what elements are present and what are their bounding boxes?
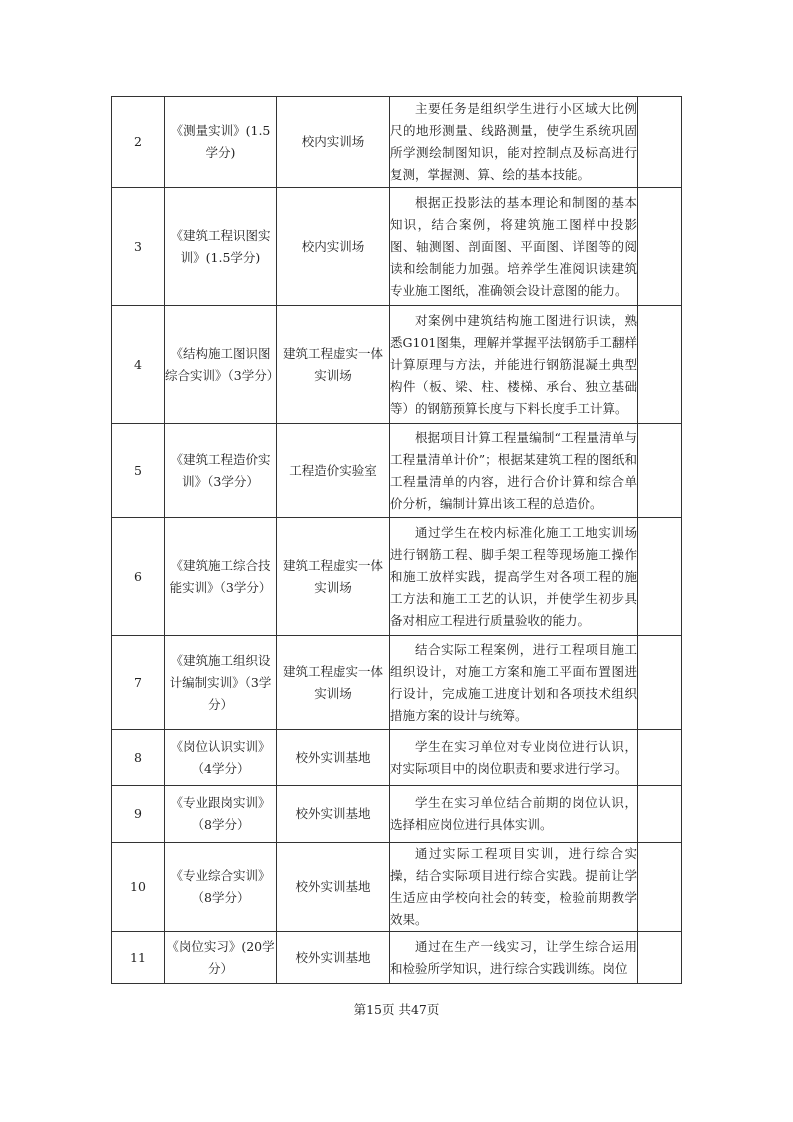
course-name: 《建筑施工综合技能实训》（3学分） xyxy=(165,518,277,636)
course-description: 通过实际工程项目实训，进行综合实操，结合实际项目进行综合实践。提前让学生适应由学校向社会的转变，检验前期教学效果。 xyxy=(390,843,638,932)
blank-cell xyxy=(638,636,682,730)
blank-cell xyxy=(638,188,682,306)
page-footer: 第15页 共47页 xyxy=(353,1002,440,1017)
course-description: 根据项目计算工程量编制“工程量清单与工程量清单计价”；根据某建筑工程的图纸和工程量清单的内容，进行合价计算和综合单价分析，编制计算出该工程的总造价。 xyxy=(390,424,638,518)
training-location: 校内实训场 xyxy=(277,97,390,188)
blank-cell xyxy=(638,843,682,932)
row-number: 6 xyxy=(112,518,165,636)
blank-cell xyxy=(638,932,682,984)
row-number: 5 xyxy=(112,424,165,518)
course-name: 《专业跟岗实训》（8学分） xyxy=(165,786,277,843)
course-description: 学生在实习单位对专业岗位进行认识，对实际项目中的岗位职责和要求进行学习。 xyxy=(390,730,638,786)
blank-cell xyxy=(638,786,682,843)
blank-cell xyxy=(638,424,682,518)
table-row xyxy=(112,518,682,636)
row-number: 7 xyxy=(112,636,165,730)
blank-cell xyxy=(638,730,682,786)
training-location: 校外实训基地 xyxy=(277,730,390,786)
course-description: 通过在生产一线实习，让学生综合运用和检验所学知识，进行综合实践训练。岗位 xyxy=(390,932,638,984)
course-name: 《建筑施工组织设计编制实训》（3学分） xyxy=(165,636,277,730)
row-number: 2 xyxy=(112,97,165,188)
training-location: 校内实训场 xyxy=(277,188,390,306)
course-description: 对案例中建筑结构施工图进行识读，熟悉G101图集，理解并掌握平法钢筋手工翻样计算原理与方法，并能进行钢筋混凝土典型构件（板、梁、柱、楼梯、承台、独立基础等）的钢筋预算长度与下料长度手工计算。 xyxy=(390,306,638,424)
training-location: 建筑工程虚实一体实训场 xyxy=(277,306,390,424)
training-location: 校外实训基地 xyxy=(277,843,390,932)
table-row xyxy=(112,786,682,843)
table-row xyxy=(112,730,682,786)
row-number: 8 xyxy=(112,730,165,786)
row-number: 3 xyxy=(112,188,165,306)
course-description: 根据正投影法的基本理论和制图的基本知识，结合案例，将建筑施工图样中投影图、轴测图、剖面图、平面图、详图等的阅读和绘制能力加强。培养学生准阅识读建筑专业施工图纸，准确领会设计意图的能力。 xyxy=(390,188,638,306)
table-row xyxy=(112,424,682,518)
course-name: 《专业综合实训》（8学分） xyxy=(165,843,277,932)
table-row xyxy=(112,636,682,730)
course-name: 《建筑工程造价实训》（3学分） xyxy=(165,424,277,518)
training-location: 建筑工程虚实一体实训场 xyxy=(277,636,390,730)
training-table xyxy=(111,96,682,984)
blank-cell xyxy=(638,97,682,188)
row-number: 11 xyxy=(112,932,165,984)
course-name: 《结构施工图识图综合实训》（3学分） xyxy=(165,306,277,424)
blank-cell xyxy=(638,306,682,424)
table-row xyxy=(112,97,682,188)
training-location: 校外实训基地 xyxy=(277,932,390,984)
row-number: 10 xyxy=(112,843,165,932)
course-description: 结合实际工程案例，进行工程项目施工组织设计，对施工方案和施工平面布置图进行设计，完成施工进度计划和各项技术组织措施方案的设计与统筹。 xyxy=(390,636,638,730)
table-row xyxy=(112,932,682,984)
course-description: 学生在实习单位结合前期的岗位认识，选择相应岗位进行具体实训。 xyxy=(390,786,638,843)
table-row xyxy=(112,306,682,424)
course-name: 《测量实训》(1.5学分) xyxy=(165,97,277,188)
training-location: 建筑工程虚实一体实训场 xyxy=(277,518,390,636)
row-number: 9 xyxy=(112,786,165,843)
blank-cell xyxy=(638,518,682,636)
training-location: 工程造价实验室 xyxy=(277,424,390,518)
course-name: 《岗位认识实训》（4学分） xyxy=(165,730,277,786)
table-row xyxy=(112,843,682,932)
training-location: 校外实训基地 xyxy=(277,786,390,843)
row-number: 4 xyxy=(112,306,165,424)
table-row xyxy=(112,188,682,306)
course-name: 《岗位实习》(20学分） xyxy=(165,932,277,984)
course-description: 主要任务是组织学生进行小区域大比例尺的地形测量、线路测量，使学生系统巩固所学测绘制图知识，能对控制点及标高进行复测，掌握测、算、绘的基本技能。 xyxy=(390,97,638,188)
course-name: 《建筑工程识图实训》(1.5学分) xyxy=(165,188,277,306)
course-description: 通过学生在校内标准化施工工地实训场进行钢筋工程、脚手架工程等现场施工操作和施工放样实践，提高学生对各项工程的施工方法和施工工艺的认识，并使学生初步具备对相应工程进行质量验收的能力。 xyxy=(390,518,638,636)
